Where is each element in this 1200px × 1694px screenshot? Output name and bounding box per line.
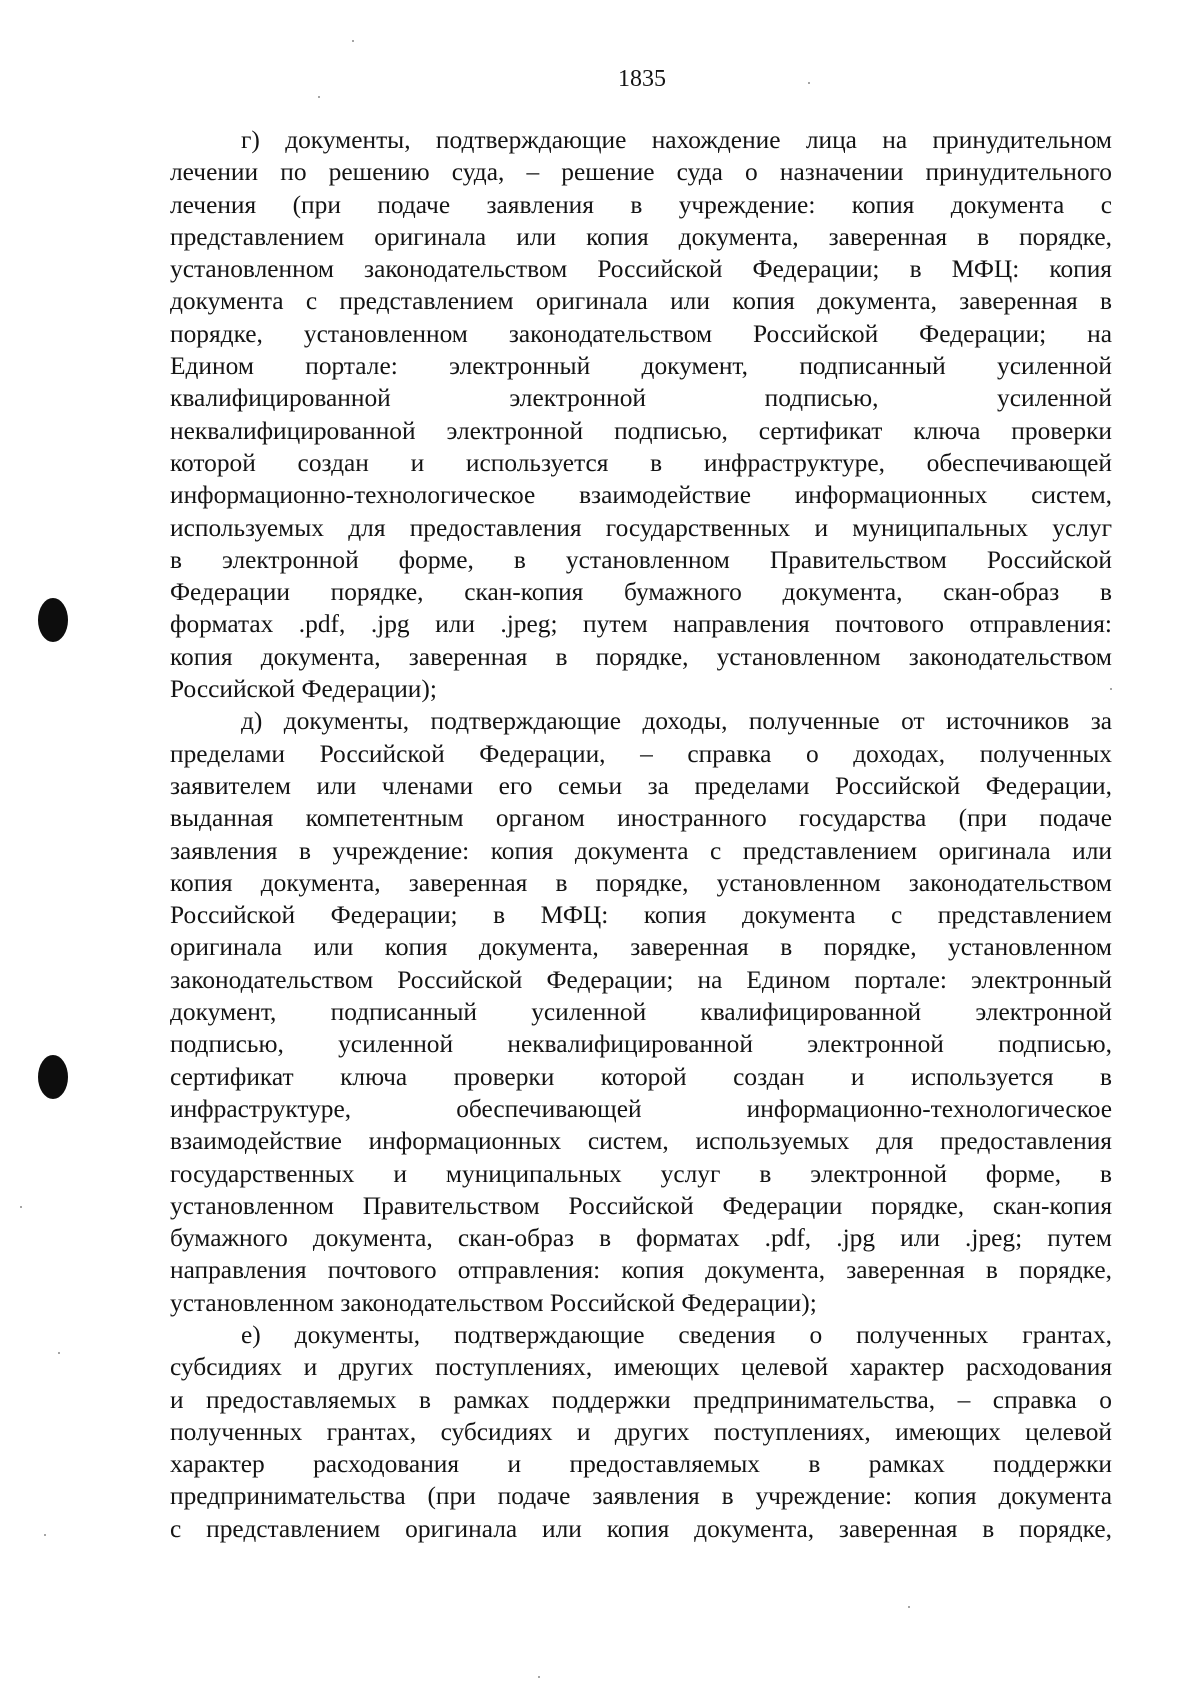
binder-hole-top [38,598,68,642]
text-line: инфраструктуре, обеспечивающей информационно-технологическое [170,1094,1112,1123]
text-line: которой создан и используется в инфраструктуре, обеспечивающей [170,448,1112,477]
text-line: субсидиях и других поступлениях, имеющих целевой характер расходования [170,1353,1112,1382]
text-line: Российской Федерации; в МФЦ: копия документа с представлением [170,901,1112,930]
text-line: лечении по решению суда, – решение суда о назначении принудительного [170,158,1112,187]
text-line: взаимодействие информационных систем, используемых для предоставления [170,1127,1112,1156]
scan-speck [352,40,354,42]
text-line: сертификат ключа проверки которой создан и используется в [170,1062,1112,1091]
text-line: заявления в учреждение: копия документа с представлением оригинала или [170,836,1112,865]
scan-speck [908,1606,910,1608]
scan-speck [44,1534,46,1536]
text-line: заявителем или членами его семьи за пределами Российской Федерации, [170,771,1112,800]
scan-speck [808,82,810,84]
scan-speck [58,1352,60,1354]
text-line: е) документы, подтверждающие сведения о полученных грантах, [241,1320,1112,1349]
text-line: информационно-технологическое взаимодействие информационных систем, [170,481,1112,510]
text-line: и предоставляемых в рамках поддержки предпринимательства, – справка о [170,1385,1112,1414]
text-line: предпринимательства (при подаче заявления в учреждение: копия документа [170,1482,1112,1511]
text-line: выданная компетентным органом иностранного государства (при подаче [170,804,1112,833]
text-line: установленном Правительством Российской Федерации порядке, скан-копия [170,1191,1112,1220]
text-line: государственных и муниципальных услуг в электронной форме, в [170,1159,1112,1188]
text-line: документа с представлением оригинала или копия документа, заверенная в [170,287,1112,316]
text-line: подписью, усиленной неквалифицированной электронной подписью, [170,1030,1112,1059]
paragraph-d [170,705,1112,1319]
scan-speck [1110,688,1112,690]
scan-speck [538,1676,540,1678]
text-line: направления почтового отправления: копия документа, заверенная в порядке, [170,1256,1112,1285]
binder-hole-bottom [38,1055,68,1099]
text-line: неквалифицированной электронной подписью, сертификат ключа проверки [170,416,1112,445]
text-line: Российской Федерации); [170,675,437,704]
paragraph-e [170,1319,1112,1545]
document-body [170,124,1112,1545]
text-line: с представлением оригинала или копия документа, заверенная в порядке, [170,1514,1112,1543]
text-line: в электронной форме, в установленном Правительством Российской [170,545,1112,574]
text-line: форматах .pdf, .jpg или .jpeg; путем направления почтового отправления: [170,610,1112,639]
text-line: д) документы, подтверждающие доходы, полученные от источников за [241,707,1112,736]
text-line: Едином портале: электронный документ, подписанный усиленной [170,352,1112,381]
page-number: 1835 [618,66,666,92]
text-line: установленном законодательством Российской Федерации); [170,1288,817,1317]
text-line: представлением оригинала или копия документа, заверенная в порядке, [170,222,1112,251]
text-line: порядке, установленном законодательством Российской Федерации; на [170,319,1112,348]
text-line: копия документа, заверенная в порядке, установленном законодательством [170,642,1112,671]
text-line: бумажного документа, скан-образ в форматах .pdf, .jpg или .jpeg; путем [170,1224,1112,1253]
text-line: документ, подписанный усиленной квалифицированной электронной [170,998,1112,1027]
text-line: полученных грантах, субсидиях и других поступлениях, имеющих целевой [170,1417,1112,1446]
text-line: законодательством Российской Федерации; на Едином портале: электронный [170,965,1112,994]
text-line: г) документы, подтверждающие нахождение лица на принудительном [241,126,1112,154]
text-line: квалифицированной электронной подписью, усиленной [170,384,1112,413]
text-line: характер расходования и предоставляемых в рамках поддержки [170,1450,1112,1479]
text-line: используемых для предоставления государственных и муниципальных услуг [170,513,1112,542]
text-line: установленном законодательством Российской Федерации; в МФЦ: копия [170,255,1112,284]
text-line: Федерации порядке, скан-копия бумажного документа, скан-образ в [170,578,1112,607]
paragraph-g [170,124,1112,705]
scan-speck [20,1206,22,1208]
text-line: оригинала или копия документа, заверенная в порядке, установленном [170,933,1112,962]
text-line: лечения (при подаче заявления в учреждение: копия документа с [170,190,1112,219]
scan-speck [318,96,320,98]
text-line: копия документа, заверенная в порядке, установленном законодательством [170,868,1112,897]
text-line: пределами Российской Федерации, – справка о доходах, полученных [170,739,1112,768]
